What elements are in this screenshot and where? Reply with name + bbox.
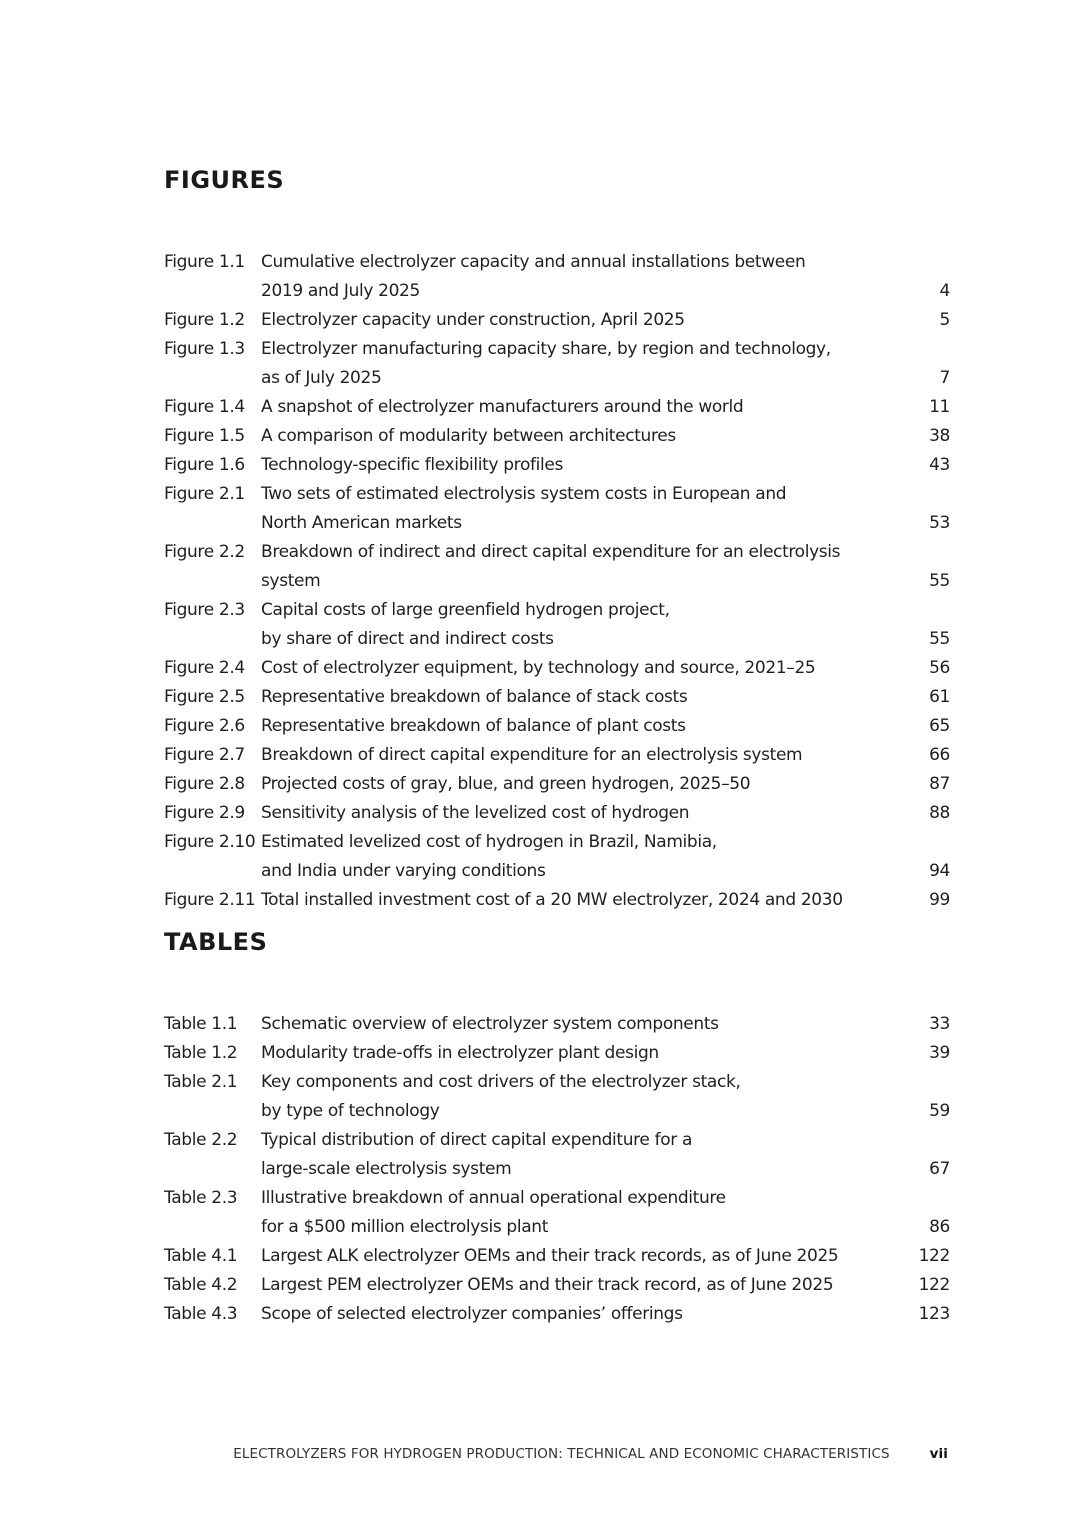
table-label: Table 4.2 (164, 1275, 238, 1295)
figure-page-number: 7 (939, 368, 950, 388)
figure-entry[interactable] (164, 741, 950, 770)
table-entry[interactable] (164, 1010, 950, 1039)
figure-label: Figure 2.3 (164, 600, 245, 620)
table-title: Modularity trade-offs in electrolyzer plant design (261, 1043, 659, 1063)
figure-page-number: 94 (929, 861, 950, 881)
figure-page-number: 53 (929, 513, 950, 533)
figure-entry[interactable] (164, 886, 950, 915)
figure-title: Technology-specific flexibility profiles (261, 455, 563, 475)
figure-title: Two sets of estimated electrolysis system costs in European and North American markets (261, 484, 787, 533)
figure-label: Figure 1.4 (164, 397, 245, 417)
figure-entry[interactable] (164, 393, 950, 422)
figure-title: Sensitivity analysis of the levelized cost of hydrogen (261, 803, 690, 823)
figure-page-number: 38 (929, 426, 950, 446)
table-title: Key components and cost drivers of the electrolyzer stack, by type of technology (261, 1072, 741, 1121)
figure-entry[interactable] (164, 451, 950, 480)
figure-page-number: 65 (929, 716, 950, 736)
figure-entry[interactable] (164, 538, 950, 596)
figure-title: Projected costs of gray, blue, and green hydrogen, 2025–50 (261, 774, 751, 794)
figure-entry[interactable] (164, 799, 950, 828)
figure-title: A snapshot of electrolyzer manufacturers around the world (261, 397, 744, 417)
table-entry[interactable] (164, 1039, 950, 1068)
figure-label: Figure 1.1 (164, 252, 245, 272)
figure-label: Figure 1.6 (164, 455, 245, 475)
table-label: Table 2.2 (164, 1130, 238, 1150)
figure-label: Figure 1.5 (164, 426, 245, 446)
figure-label: Figure 2.9 (164, 803, 245, 823)
figure-page-number: 66 (929, 745, 950, 765)
figure-entry[interactable] (164, 335, 950, 393)
figure-label: Figure 2.10 (164, 832, 256, 852)
figure-page-number: 43 (929, 455, 950, 475)
figure-title: Cost of electrolyzer equipment, by technology and source, 2021–25 (261, 658, 816, 678)
page-footer (0, 1446, 948, 1462)
table-page-number: 86 (929, 1217, 950, 1237)
figure-title: Estimated levelized cost of hydrogen in Brazil, Namibia, and India under varying conditions (261, 832, 717, 881)
figures-list (164, 248, 950, 915)
running-title: ELECTROLYZERS FOR HYDROGEN PRODUCTION: TECHNICAL AND ECONOMIC CHARACTERISTICS (233, 1446, 890, 1462)
table-entry[interactable] (164, 1242, 950, 1271)
figure-label: Figure 1.2 (164, 310, 245, 330)
figure-title: Breakdown of indirect and direct capital expenditure for an electrolysis system (261, 542, 841, 591)
figure-entry[interactable] (164, 480, 950, 538)
figure-label: Figure 1.3 (164, 339, 245, 359)
figure-label: Figure 2.1 (164, 484, 245, 504)
figure-label: Figure 2.5 (164, 687, 245, 707)
figure-title: Total installed investment cost of a 20 MW electrolyzer, 2024 and 2030 (261, 890, 843, 910)
figure-page-number: 61 (929, 687, 950, 707)
table-entry[interactable] (164, 1300, 950, 1329)
figure-title: Representative breakdown of balance of plant costs (261, 716, 686, 736)
table-entry[interactable] (164, 1126, 950, 1184)
page-number: vii (929, 1446, 948, 1462)
figure-entry[interactable] (164, 248, 950, 306)
figure-title: A comparison of modularity between architectures (261, 426, 676, 446)
table-entry[interactable] (164, 1068, 950, 1126)
table-title: Typical distribution of direct capital expenditure for a large-scale electrolysis system (261, 1130, 693, 1179)
figure-entry[interactable] (164, 712, 950, 741)
table-title: Largest PEM electrolyzer OEMs and their track record, as of June 2025 (261, 1275, 834, 1295)
table-title: Illustrative breakdown of annual operational expenditure for a $500 million electrolysis plant (261, 1188, 726, 1237)
figure-page-number: 55 (929, 629, 950, 649)
table-entry[interactable] (164, 1271, 950, 1300)
table-page-number: 122 (918, 1246, 950, 1266)
table-page-number: 59 (929, 1101, 950, 1121)
table-label: Table 2.3 (164, 1188, 238, 1208)
figure-label: Figure 2.2 (164, 542, 245, 562)
table-page-number: 39 (929, 1043, 950, 1063)
figure-label: Figure 2.4 (164, 658, 245, 678)
figure-page-number: 55 (929, 571, 950, 591)
figure-title: Cumulative electrolyzer capacity and annual installations between 2019 and July 2025 (261, 252, 806, 301)
figure-title: Electrolyzer manufacturing capacity share, by region and technology, as of July 2025 (261, 339, 831, 388)
figure-entry[interactable] (164, 683, 950, 712)
table-label: Table 4.3 (164, 1304, 238, 1324)
table-label: Table 1.2 (164, 1043, 238, 1063)
figure-entry[interactable] (164, 654, 950, 683)
table-page-number: 67 (929, 1159, 950, 1179)
figure-label: Figure 2.7 (164, 745, 245, 765)
figure-title: Breakdown of direct capital expenditure for an electrolysis system (261, 745, 803, 765)
figure-page-number: 87 (929, 774, 950, 794)
figure-title: Representative breakdown of balance of stack costs (261, 687, 688, 707)
tables-heading: TABLES (164, 928, 268, 956)
figure-entry[interactable] (164, 306, 950, 335)
table-title: Scope of selected electrolyzer companies’ offerings (261, 1304, 683, 1324)
table-label: Table 1.1 (164, 1014, 238, 1034)
table-page-number: 33 (929, 1014, 950, 1034)
figure-label: Figure 2.11 (164, 890, 256, 910)
figure-label: Figure 2.6 (164, 716, 245, 736)
figure-page-number: 4 (939, 281, 950, 301)
figure-entry[interactable] (164, 828, 950, 886)
figure-page-number: 11 (929, 397, 950, 417)
figure-page-number: 88 (929, 803, 950, 823)
figure-label: Figure 2.8 (164, 774, 245, 794)
table-title: Largest ALK electrolyzer OEMs and their track records, as of June 2025 (261, 1246, 839, 1266)
tables-list (164, 1010, 950, 1329)
figure-page-number: 56 (929, 658, 950, 678)
table-page-number: 123 (918, 1304, 950, 1324)
figure-title: Electrolyzer capacity under construction, April 2025 (261, 310, 685, 330)
figures-heading: FIGURES (164, 166, 285, 194)
table-label: Table 2.1 (164, 1072, 238, 1092)
figure-page-number: 5 (939, 310, 950, 330)
figure-entry[interactable] (164, 596, 950, 654)
figure-title: Capital costs of large greenfield hydrogen project, by share of direct and indirect costs (261, 600, 670, 649)
figure-entry[interactable] (164, 770, 950, 799)
figure-entry[interactable] (164, 422, 950, 451)
figure-page-number: 99 (929, 890, 950, 910)
table-entry[interactable] (164, 1184, 950, 1242)
table-label: Table 4.1 (164, 1246, 238, 1266)
table-page-number: 122 (918, 1275, 950, 1295)
table-title: Schematic overview of electrolyzer system components (261, 1014, 719, 1034)
